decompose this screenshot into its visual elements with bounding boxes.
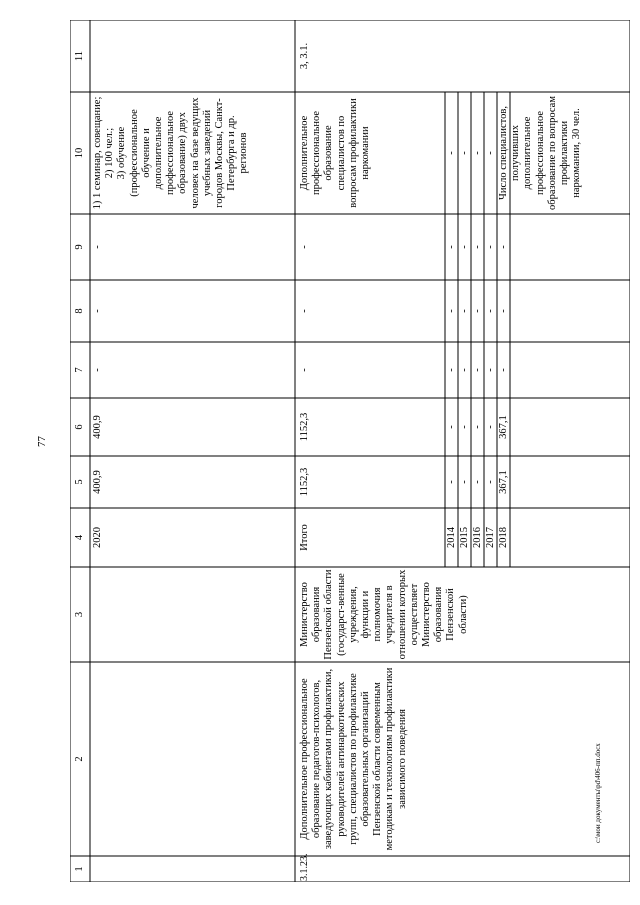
cell-2016-c9: - <box>472 245 483 249</box>
cell-2020-c7: - <box>92 368 103 372</box>
cell-2014-c9: - <box>446 245 457 249</box>
total-c8: - <box>299 309 310 313</box>
cell-2017-c10: - <box>485 151 496 155</box>
expected-result: Дополнительное профессиональное образование специалистов по вопросам профилактики наркомании <box>299 98 372 208</box>
total-label: Итого <box>299 524 310 551</box>
cell-2015-c8: - <box>459 309 470 313</box>
header-col-7: 7 <box>74 367 85 373</box>
cell-2017-c5: - <box>485 480 496 484</box>
cell-2020-c6: 400,9 <box>92 415 103 439</box>
cell-2018-c8: - <box>498 309 509 313</box>
header-col-5: 5 <box>74 479 85 485</box>
cell-2016-c6: - <box>472 425 483 429</box>
cell-2015-c5: - <box>459 480 470 484</box>
cell-2020-c8: - <box>92 309 103 313</box>
cell-2016-c10: - <box>472 151 483 155</box>
cell-2014-c5: - <box>446 480 457 484</box>
cell-2015-c7: - <box>459 368 470 372</box>
header-col-3: 3 <box>74 611 85 618</box>
reference: 3, 3.1. <box>299 42 310 70</box>
year-2014: 2014 <box>446 527 457 548</box>
cell-2018-c7: - <box>498 368 509 372</box>
cell-2020-c10: 1) 1 семинар, совещание; 2) 100 чел.; 3) обучение (профессиональное обучение и дополнительное профессиональное образование) двух человек на базе ведущих учебных заведений городов Москвы, Санкт-Петербурга и др. регионов <box>92 96 250 210</box>
cell-2015-c10: - <box>459 151 470 155</box>
cell-2020-c9: - <box>92 245 103 249</box>
cell-2016-c8: - <box>472 309 483 313</box>
header-col-4: 4 <box>74 534 85 541</box>
cell-2017-c6: - <box>485 425 496 429</box>
total-c9: - <box>299 245 310 249</box>
cell-2014-c10: - <box>446 151 457 155</box>
year-2017: 2017 <box>485 527 496 548</box>
cell-2018-c6: 367,1 <box>498 415 509 439</box>
year-2020: 2020 <box>92 527 103 548</box>
cell-2016-c5: - <box>472 480 483 484</box>
header-col-9: 9 <box>74 244 85 250</box>
activity-name: Дополнительное профессиональное образование педагогов-психологов, заведующих кабинетами профилактики, руководителей антинаркотических групп, специалистов по профилактике образовательных организаций Пензенской области современным методикам и технологиям профилактики зависимого поведения <box>299 667 408 851</box>
cell-2016-c7: - <box>472 368 483 372</box>
cell-2015-c9: - <box>459 245 470 249</box>
cell-2017-c7: - <box>485 368 496 372</box>
row-number: 3.1.23. <box>299 853 310 881</box>
cell-2014-c8: - <box>446 309 457 313</box>
header-col-11: 11 <box>74 50 85 62</box>
total-c5: 1152,3 <box>299 467 310 497</box>
year-2015: 2015 <box>459 527 470 548</box>
cell-2020-c5: 400,9 <box>92 470 103 494</box>
header-col-6: 6 <box>74 424 85 430</box>
cell-2018-c5: 367,1 <box>498 470 509 494</box>
cell-2015-c6: - <box>459 425 470 429</box>
cell-2017-c9: - <box>485 245 496 249</box>
target-indicator: Число специалистов, получивших дополнительное профессиональное образование по вопросам профилактики наркомании, 30 чел. <box>498 96 583 210</box>
page-number: 77 <box>36 436 48 447</box>
year-2016: 2016 <box>472 527 483 548</box>
year-2018: 2018 <box>498 527 509 548</box>
total-c6: 1152,3 <box>299 412 310 442</box>
total-c7: - <box>299 368 310 372</box>
executor: Министерство образования Пензенской области (государст-венные учреждения, функции и полномочия учредителя в отношении которых осуществляет Министерство образования Пензенской области) <box>299 569 469 660</box>
header-col-8: 8 <box>74 308 85 314</box>
footer-file-path: c:\мои документы\pd\406-пп.docx <box>594 743 602 843</box>
cell-2014-c7: - <box>446 368 457 372</box>
program-table <box>70 20 630 882</box>
cell-2014-c6: - <box>446 425 457 429</box>
cell-2018-c9: - <box>498 245 509 249</box>
header-col-10: 10 <box>74 147 85 159</box>
header-col-1: 1 <box>74 866 85 872</box>
cell-2017-c8: - <box>485 309 496 313</box>
header-col-2: 2 <box>74 756 85 762</box>
